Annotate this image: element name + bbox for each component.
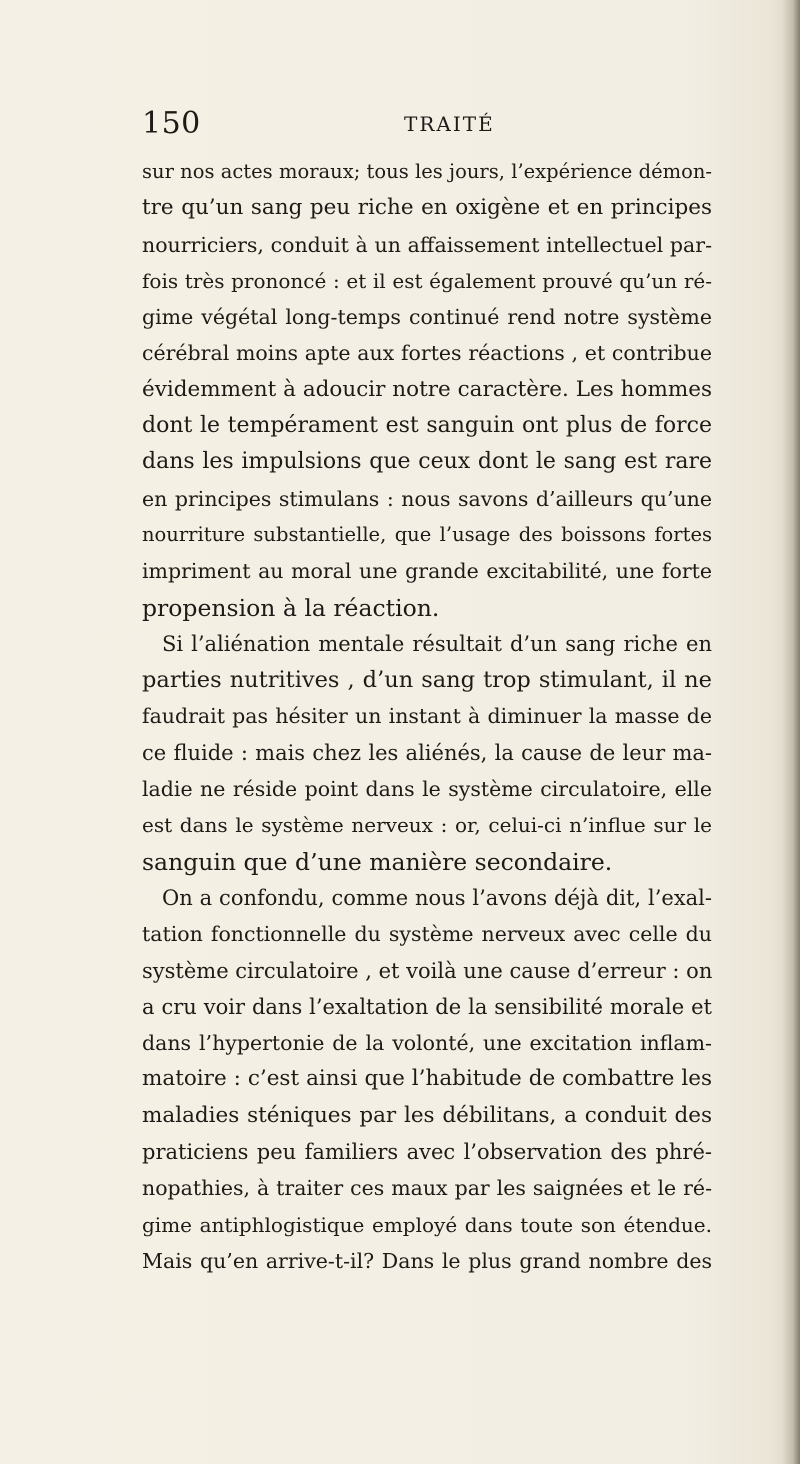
text-line: gime antiphlogistique employé dans toute son étendue. — [142, 1212, 712, 1237]
text-line: impriment au moral une grande excitabilité, une forte — [142, 559, 712, 584]
text-line: praticiens peu familiers avec l’observation des phré- — [142, 1140, 712, 1165]
text-line: sanguin que d’une manière secondaire. — [142, 847, 613, 876]
paragraph-start-line: Si l’aliénation mentale résultait d’un sang riche en — [162, 631, 712, 656]
text-line: nourriture substantielle, que l’usage des boissons fortes — [142, 522, 712, 546]
text-line: dans les impulsions que ceux dont le sang est rare — [142, 449, 712, 475]
text-line: Mais qu’en arrive-t-il? Dans le plus grand nombre des — [142, 1248, 712, 1273]
text-line: nourriciers, conduit à un affaissement intellectuel par- — [142, 232, 712, 257]
page-edge-shadow — [782, 0, 800, 1464]
text-line: tation fonctionnelle du système nerveux avec celle du — [142, 922, 712, 947]
text-line: nopathies, à traiter ces maux par les saignées et le ré- — [142, 1176, 712, 1201]
page-number: 150 — [142, 106, 201, 141]
text-line: ladie ne réside point dans le système circulatoire, elle — [142, 777, 712, 802]
page-header — [142, 106, 712, 146]
text-line: matoire : c’est ainsi que l’habitude de combattre les — [142, 1066, 712, 1092]
text-line: système circulatoire , et voilà une cause d’erreur : on — [142, 958, 713, 983]
text-line: dont le tempérament est sanguin ont plus de force — [142, 413, 712, 439]
text-line: gime végétal long-temps continué rend notre système — [142, 305, 712, 330]
text-line: maladies sténiques par les débilitans, a conduit des — [142, 1102, 712, 1128]
text-line: dans l’hypertonie de la volonté, une excitation inflam- — [142, 1031, 712, 1056]
text-line: ce fluide : mais chez les aliénés, la cause de leur ma- — [142, 740, 712, 765]
text-line: évidemment à adoucir notre caractère. Les hommes — [142, 376, 712, 402]
body-text — [142, 154, 712, 1279]
text-line: a cru voir dans l’exaltation de la sensibilité morale et — [142, 994, 712, 1019]
text-line: est dans le système nerveux : or, celui-ci n’influe sur le — [142, 813, 712, 838]
paragraph-start-line: On a confondu, comme nous l’avons déjà dit, l’exal- — [162, 885, 712, 910]
text-line: propension à la réaction. — [142, 593, 440, 622]
text-line: faudrait pas hésiter un instant à diminuer la masse de — [142, 704, 712, 729]
text-line: parties nutritives , d’un sang trop stimulant, il ne — [142, 667, 712, 694]
text-line: fois très prononcé : et il est également prouvé qu’un ré- — [142, 268, 712, 293]
text-line: en principes stimulans : nous savons d’ailleurs qu’une — [142, 486, 712, 511]
running-title: TRAITÉ — [404, 112, 495, 136]
text-line: cérébral moins apte aux fortes réactions , et contribue — [142, 341, 712, 366]
text-line: sur nos actes moraux; tous les jours, l’expérience démon- — [142, 160, 712, 183]
text-line: tre qu’un sang peu riche en oxigène et en principes — [142, 195, 712, 221]
